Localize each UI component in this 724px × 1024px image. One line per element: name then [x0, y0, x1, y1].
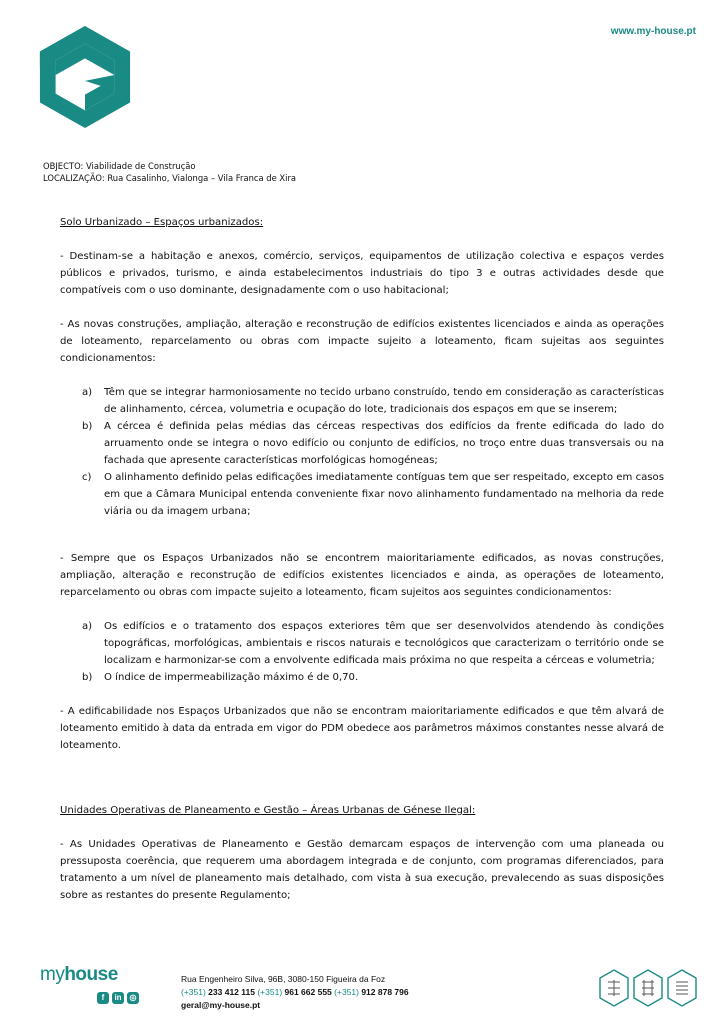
email-link[interactable]: geral@my-house.pt [181, 1000, 261, 1010]
list-text: A cércea é definida pelas médias das cérceas respectivas dos edifícios da frente edificada do lado do arruamento onde se integra o novo edifício ou conjunto de edifícios, no troço entre duas transversais ou na fachada que apresente características morfológicas homogéneas; [104, 421, 664, 466]
list-letter: a) [82, 621, 93, 632]
page-footer [0, 960, 724, 1024]
paragraph: - As Unidades Operativas de Planeamento e Gestão demarcam espaços de intervenção com uma planeada ou pressuposta coerência, que requerem uma abordagem integrada e de conjunto, com programas diferenciados, para tratamento a um nível de planeamento mais detalhado, com vista à sua execução, prevalecendo as suas disposições sobre as restantes do presente Regulamento; [60, 839, 664, 901]
linkedin-icon[interactable]: in [112, 992, 124, 1004]
brand-logo: myhouse [40, 964, 118, 985]
list-letter: a) [82, 387, 93, 398]
list-item [60, 418, 664, 469]
list-text: Os edifícios e o tratamento dos espaços exteriores têm que ser desenvolvidos atendendo às condições topográficas, morfológicas, ambientais e riscos naturais e tecnológicos que caracterizam o território onde se localizam e harmonizar-se com a envolvente edificada mais próxima no que respeita a cérceas e volumetria; [104, 621, 664, 666]
section-heading: Unidades Operativas de Planeamento e Gestão – Áreas Urbanas de Génese Ilegal: [60, 805, 476, 816]
company-logo [36, 24, 134, 130]
paragraph: - Sempre que os Espaços Urbanizados não se encontrem maioritariamente edificados, as novas construções, ampliação, alteração e reconstrução de edifícios existentes licenciados e ainda, as operações de loteamento, reparcelamento ou obras com impacte sujeito a loteamento, ficam sujeitos aos seguintes condicionamentos: [60, 553, 664, 598]
conditions-list [60, 384, 664, 520]
document-meta [43, 160, 296, 184]
list-text: O índice de impermeabilização máximo é de 0,70. [104, 672, 359, 683]
address: Rua Engenheiro Silva, 96B, 3080-150 Figueira da Foz [181, 974, 386, 984]
list-letter: c) [82, 472, 92, 483]
section-heading: Solo Urbanizado – Espaços urbanizados: [60, 217, 264, 228]
list-item [60, 384, 664, 418]
paragraph: - A edificabilidade nos Espaços Urbanizados que não se encontram maioritariamente edificados e que têm alvará de loteamento emitido à data da entrada em vigor do PDM obedece aos parâmetros máximos constantes nesse alvará de loteamento. [60, 706, 664, 751]
website-link[interactable]: www.my-house.pt [610, 26, 696, 37]
contact-info [181, 973, 409, 1012]
paragraph: - As novas construções, ampliação, alteração e reconstrução de edifícios existentes licenciados e ainda as operações de loteamento, reparcelamento ou obras com impacte sujeito a loteamento, ficam sujeitas aos seguintes condicionamentos: [60, 319, 664, 364]
list-item [60, 469, 664, 520]
list-item [60, 669, 664, 686]
phones: (+351) 233 412 115 (+351) 961 662 555 (+351) 912 878 796 [181, 987, 409, 997]
list-item [60, 618, 664, 669]
facebook-icon[interactable]: f [97, 992, 109, 1004]
location-line: LOCALIZAÇÃO: Rua Casalinho, Vialonga – Vila Franca de Xira [43, 173, 297, 183]
paragraph: - Destinam-se a habitação e anexos, comércio, serviços, equipamentos de utilização colectiva e espaços verdes públicos e privados, turismo, e ainda estabelecimentos industriais do tipo 3 e outras actividades desde que compatíveis com o uso dominante, designadamente com o uso habitacional; [60, 251, 664, 296]
instagram-icon[interactable]: ◎ [127, 992, 139, 1004]
document-body [60, 214, 664, 904]
certification-badges [598, 968, 698, 1008]
social-links [97, 992, 139, 1004]
list-letter: b) [82, 672, 93, 683]
conditions-list [60, 618, 664, 686]
list-text: Têm que se integrar harmoniosamente no tecido urbano construído, tendo em consideração as características de alinhamento, cércea, volumetria e ocupação do lote, tradicionais dos espaços em que se inserem; [104, 387, 664, 415]
list-text: O alinhamento definido pelas edificações imediatamente contíguas tem que ser respeitado, excepto em casos em que a Câmara Municipal entenda conveniente fixar novo alinhamento fundamentado na melhoria da rede viária ou da imagem urbana; [104, 472, 664, 517]
list-letter: b) [82, 421, 93, 432]
object-line: OBJECTO: Viabilidade de Construção [43, 161, 196, 171]
